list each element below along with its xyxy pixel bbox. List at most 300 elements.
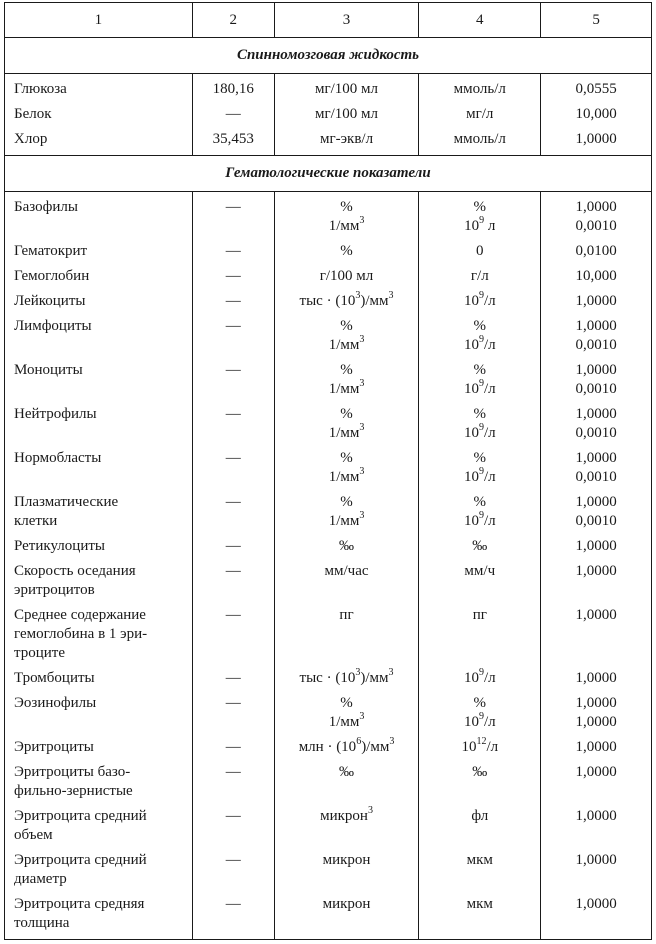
unit-text: 1/мм (328, 381, 360, 397)
si-unit (419, 74, 541, 103)
unit-line (419, 738, 540, 757)
unit-line (275, 738, 419, 757)
unit-text: 10 (463, 714, 479, 730)
conversion-factor (541, 559, 652, 603)
unit-line (275, 80, 419, 99)
superscript: 9 (478, 510, 484, 521)
conversion-factor (541, 314, 652, 358)
unit-line (419, 380, 540, 399)
molecular-weight (192, 446, 274, 490)
name-line: Гематокрит (14, 243, 88, 259)
conversion-factor (541, 289, 652, 314)
mw-value: — (225, 268, 241, 284)
table-row (5, 760, 652, 804)
mw-value: 35,453 (212, 131, 254, 147)
superscript: 3 (367, 805, 373, 816)
traditional-unit (274, 289, 419, 314)
factor-value: 0,0010 (575, 425, 617, 441)
unit-text: % (340, 243, 353, 259)
traditional-unit (274, 848, 419, 892)
unit-text: 10 (461, 739, 477, 755)
indicator-name (5, 666, 193, 691)
conversion-factor (541, 735, 652, 760)
unit-text: микрон (320, 808, 368, 824)
name-line: объем (14, 827, 53, 843)
unit-text: пг (339, 607, 354, 623)
superscript: 3 (359, 510, 365, 521)
indicator-name (5, 192, 193, 240)
factor-value: 1,0000 (575, 808, 617, 824)
mw-value: — (225, 764, 241, 780)
unit-text: мг/л (466, 106, 494, 122)
table-row (5, 239, 652, 264)
table-row (5, 848, 652, 892)
unit-text: микрон (322, 896, 371, 912)
table-row (5, 892, 652, 940)
traditional-unit (274, 691, 419, 735)
unit-text: тыс · (10 (299, 670, 356, 686)
traditional-unit (274, 804, 419, 848)
unit-text: г/100 мл (319, 268, 374, 284)
superscript: 3 (359, 215, 365, 226)
name-line: Плазматические (14, 494, 119, 510)
table-row (5, 691, 652, 735)
unit-text: )/мм (360, 670, 389, 686)
indicator-name (5, 239, 193, 264)
conversion-factor (541, 74, 652, 103)
conversion-factor (541, 666, 652, 691)
name-line: гемоглобина в 1 эри- (14, 626, 148, 642)
mw-value: — (225, 450, 241, 466)
unit-line (275, 449, 419, 468)
factor-value: 1,0000 (575, 739, 617, 755)
unit-text: 10 (463, 513, 479, 529)
indicator-name (5, 534, 193, 559)
si-unit (419, 735, 541, 760)
name-line: Базофилы (14, 199, 78, 215)
conversion-factor (541, 239, 652, 264)
unit-line (275, 405, 419, 424)
unit-text: % (340, 318, 353, 334)
traditional-unit (274, 760, 419, 804)
unit-line (419, 80, 540, 99)
unit-text: 10 (463, 670, 479, 686)
name-line: Нормобласты (14, 450, 102, 466)
mw-value: — (225, 243, 241, 259)
unit-text: ‰ (472, 538, 488, 554)
factor-value: 1,0000 (575, 450, 617, 466)
mw-value: — (225, 199, 241, 215)
molecular-weight (192, 402, 274, 446)
superscript: 3 (359, 334, 365, 345)
unit-line (275, 895, 419, 914)
name-line: Эритроциты (14, 739, 94, 755)
mw-value: — (225, 670, 241, 686)
traditional-unit (274, 490, 419, 534)
mw-value: — (225, 739, 241, 755)
table-row (5, 402, 652, 446)
unit-text: 0 (476, 243, 484, 259)
unit-text: % (340, 695, 353, 711)
si-unit (419, 848, 541, 892)
superscript: 3 (389, 736, 395, 747)
molecular-weight (192, 735, 274, 760)
unit-line (419, 606, 540, 625)
traditional-unit (274, 559, 419, 603)
name-line: Тромбоциты (14, 670, 95, 686)
si-unit (419, 892, 541, 940)
conversion-factor (541, 402, 652, 446)
unit-text: 1/мм (328, 425, 360, 441)
traditional-unit (274, 735, 419, 760)
superscript: 3 (359, 466, 365, 477)
table-row (5, 804, 652, 848)
factor-value: 1,0000 (575, 406, 617, 422)
molecular-weight (192, 74, 274, 103)
indicator-name (5, 735, 193, 760)
conversion-factor (541, 804, 652, 848)
factor-value: 0,0100 (575, 243, 617, 259)
unit-text: г/л (470, 268, 489, 284)
indicator-name (5, 603, 193, 666)
unit-text: 10 (463, 425, 479, 441)
unit-text: 10 (464, 218, 480, 234)
unit-text: /л (483, 425, 496, 441)
unit-line (419, 336, 540, 355)
molecular-weight (192, 691, 274, 735)
mw-value: — (225, 293, 241, 309)
conversion-factor (541, 848, 652, 892)
table-row (5, 534, 652, 559)
conversion-factor (541, 534, 652, 559)
factor-value: 0,0010 (575, 337, 617, 353)
indicator-name (5, 892, 193, 940)
mw-value: — (225, 607, 241, 623)
superscript: 9 (478, 667, 484, 678)
si-unit (419, 691, 541, 735)
si-unit (419, 760, 541, 804)
indicator-name (5, 264, 193, 289)
table-row (5, 102, 652, 127)
unit-text: мкм (466, 896, 493, 912)
conversion-factor (541, 760, 652, 804)
unit-text: % (340, 199, 353, 215)
molecular-weight (192, 192, 274, 240)
molecular-weight (192, 892, 274, 940)
superscript: 3 (355, 667, 361, 678)
unit-line (419, 292, 540, 311)
name-line: Эритроциты базо- (14, 764, 131, 780)
column-number: 4 (419, 3, 541, 38)
factor-value: 1,0000 (575, 607, 617, 623)
unit-line (275, 694, 419, 713)
traditional-unit (274, 102, 419, 127)
unit-line (419, 851, 540, 870)
unit-line (275, 317, 419, 336)
traditional-unit (274, 446, 419, 490)
unit-text: 1/мм (328, 714, 360, 730)
unit-line (275, 242, 419, 261)
unit-line (275, 267, 419, 286)
unit-line (419, 130, 540, 149)
unit-line (419, 537, 540, 556)
unit-text: микрон (322, 852, 371, 868)
si-unit (419, 127, 541, 156)
table-row (5, 289, 652, 314)
traditional-unit (274, 74, 419, 103)
factor-value: 0,0010 (575, 381, 617, 397)
unit-line (275, 336, 419, 355)
factor-value: 1,0000 (575, 695, 617, 711)
mw-value: — (225, 808, 241, 824)
unit-line (419, 468, 540, 487)
superscript: 9 (478, 466, 484, 477)
name-line: Скорость оседания (14, 563, 136, 579)
name-line: фильно-зернистые (14, 783, 133, 799)
traditional-unit (274, 239, 419, 264)
conversion-factor (541, 892, 652, 940)
unit-line (419, 562, 540, 581)
unit-text: ммоль/л (453, 81, 506, 97)
unit-text: /л (483, 381, 496, 397)
si-unit (419, 666, 541, 691)
conversion-factor (541, 490, 652, 534)
molecular-weight (192, 490, 274, 534)
unit-text: /л (483, 469, 496, 485)
column-number: 3 (274, 3, 419, 38)
unit-text: 10 (463, 293, 479, 309)
unit-text: 1/мм (328, 513, 360, 529)
traditional-unit (274, 534, 419, 559)
name-line: Нейтрофилы (14, 406, 97, 422)
superscript: 3 (359, 422, 365, 433)
unit-text: % (473, 199, 487, 215)
name-line: клетки (14, 513, 58, 529)
factor-value: 1,0000 (575, 494, 617, 510)
mw-value: — (225, 563, 241, 579)
name-line: эритроцитов (14, 582, 95, 598)
unit-line (419, 242, 540, 261)
unit-text: ммоль/л (453, 131, 506, 147)
si-unit (419, 289, 541, 314)
unit-line (275, 198, 419, 217)
unit-text: ‰ (472, 764, 488, 780)
mw-value: — (225, 538, 241, 554)
unit-text: мкм (466, 852, 493, 868)
factor-value: 0,0010 (575, 469, 617, 485)
conversion-factor (541, 192, 652, 240)
name-line: Гемоглобин (14, 268, 90, 284)
column-number: 5 (541, 3, 652, 38)
factor-value: 0,0555 (575, 81, 617, 97)
factor-value: 0,0010 (575, 218, 617, 234)
factor-value: 1,0000 (575, 199, 617, 215)
unit-text: 1/мм (328, 218, 360, 234)
table-row (5, 264, 652, 289)
table-row (5, 735, 652, 760)
conversion-factor (541, 358, 652, 402)
mw-value: — (225, 406, 241, 422)
unit-text: мм/ч (464, 563, 496, 579)
mw-value: — (225, 362, 241, 378)
mw-value: — (225, 852, 241, 868)
unit-text: % (340, 494, 353, 510)
section-title: Спинномозговая жидкость (5, 38, 652, 74)
superscript: 9 (478, 290, 484, 301)
molecular-weight (192, 534, 274, 559)
indicator-name (5, 402, 193, 446)
si-unit (419, 534, 541, 559)
unit-text: % (473, 362, 487, 378)
unit-line (275, 562, 419, 581)
unit-line (419, 105, 540, 124)
unit-text: ‰ (339, 764, 355, 780)
mw-value: — (225, 896, 241, 912)
unit-text: млн · (10 (298, 739, 357, 755)
traditional-unit (274, 192, 419, 240)
indicator-name (5, 490, 193, 534)
unit-line (275, 424, 419, 443)
si-unit (419, 264, 541, 289)
unit-text: мг-экв/л (319, 131, 374, 147)
si-unit (419, 446, 541, 490)
molecular-weight (192, 264, 274, 289)
unit-text: 1/мм (328, 337, 360, 353)
name-line: Белок (14, 106, 52, 122)
si-unit (419, 559, 541, 603)
factor-value: 10,000 (575, 106, 617, 122)
section-heading-row (5, 38, 652, 74)
unit-line (275, 763, 419, 782)
name-line: Среднее содержание (14, 607, 146, 623)
unit-line (419, 763, 540, 782)
table-row (5, 490, 652, 534)
unit-text: % (473, 406, 487, 422)
molecular-weight (192, 603, 274, 666)
mw-value: — (225, 494, 241, 510)
unit-text: ‰ (339, 538, 355, 554)
indicator-name (5, 804, 193, 848)
unit-line (275, 537, 419, 556)
section-title: Гематологические показатели (5, 156, 652, 192)
name-line: Эозинофилы (14, 695, 97, 711)
traditional-unit (274, 892, 419, 940)
unit-text: % (473, 494, 487, 510)
superscript: 9 (478, 711, 484, 722)
name-line: толщина (14, 915, 70, 931)
factor-value: 1,0000 (575, 362, 617, 378)
unit-text: % (340, 406, 353, 422)
column-number-row (5, 3, 652, 38)
unit-text: 10 (463, 381, 479, 397)
si-unit (419, 102, 541, 127)
factor-value: 1,0000 (575, 714, 617, 730)
unit-line (275, 493, 419, 512)
molecular-weight (192, 848, 274, 892)
indicator-name (5, 314, 193, 358)
molecular-weight (192, 358, 274, 402)
unit-line (275, 512, 419, 531)
table-row (5, 314, 652, 358)
conversion-factor (541, 691, 652, 735)
conversion-table (4, 2, 652, 940)
unit-text: /л (483, 714, 496, 730)
table-row (5, 74, 652, 103)
section-heading-row (5, 156, 652, 192)
table-row (5, 358, 652, 402)
unit-text: % (473, 695, 487, 711)
indicator-name (5, 760, 193, 804)
si-unit (419, 239, 541, 264)
indicator-name (5, 74, 193, 103)
unit-text: л (484, 218, 496, 234)
table-row (5, 192, 652, 240)
superscript: 3 (388, 667, 394, 678)
name-line: Лейкоциты (14, 293, 86, 309)
factor-value: 1,0000 (575, 293, 617, 309)
unit-line (275, 606, 419, 625)
name-line: Эритроцита средняя (14, 896, 145, 912)
molecular-weight (192, 127, 274, 156)
factor-value: 1,0000 (575, 764, 617, 780)
unit-text: 10 (463, 337, 479, 353)
molecular-weight (192, 239, 274, 264)
conversion-factor (541, 102, 652, 127)
unit-line (275, 130, 419, 149)
si-unit (419, 804, 541, 848)
unit-text: /л (483, 293, 496, 309)
unit-line (419, 895, 540, 914)
si-unit (419, 402, 541, 446)
unit-text: /л (483, 670, 496, 686)
factor-value: 0,0010 (575, 513, 617, 529)
superscript: 3 (359, 711, 365, 722)
conversion-factor (541, 127, 652, 156)
molecular-weight (192, 760, 274, 804)
superscript: 3 (355, 290, 361, 301)
factor-value: 1,0000 (575, 318, 617, 334)
molecular-weight (192, 559, 274, 603)
mw-value: — (225, 106, 241, 122)
table-row (5, 446, 652, 490)
name-line: Моноциты (14, 362, 83, 378)
conversion-factor (541, 603, 652, 666)
name-line: диаметр (14, 871, 67, 887)
superscript: 3 (388, 290, 394, 301)
unit-line (275, 713, 419, 732)
unit-line (275, 669, 419, 688)
unit-line (419, 669, 540, 688)
name-line: троците (14, 645, 66, 661)
superscript: 9 (478, 334, 484, 345)
indicator-name (5, 127, 193, 156)
unit-text: /л (483, 513, 496, 529)
column-number: 2 (192, 3, 274, 38)
unit-text: фл (471, 808, 489, 824)
factor-value: 1,0000 (575, 131, 617, 147)
unit-line (275, 807, 419, 826)
unit-text: )/мм (360, 293, 389, 309)
unit-line (419, 424, 540, 443)
name-line: Глюкоза (14, 81, 67, 97)
table-body (5, 3, 652, 940)
indicator-name (5, 102, 193, 127)
unit-text: пг (472, 607, 487, 623)
traditional-unit (274, 314, 419, 358)
unit-line (275, 217, 419, 236)
unit-text: мм/час (324, 563, 369, 579)
unit-text: 1/мм (328, 469, 360, 485)
